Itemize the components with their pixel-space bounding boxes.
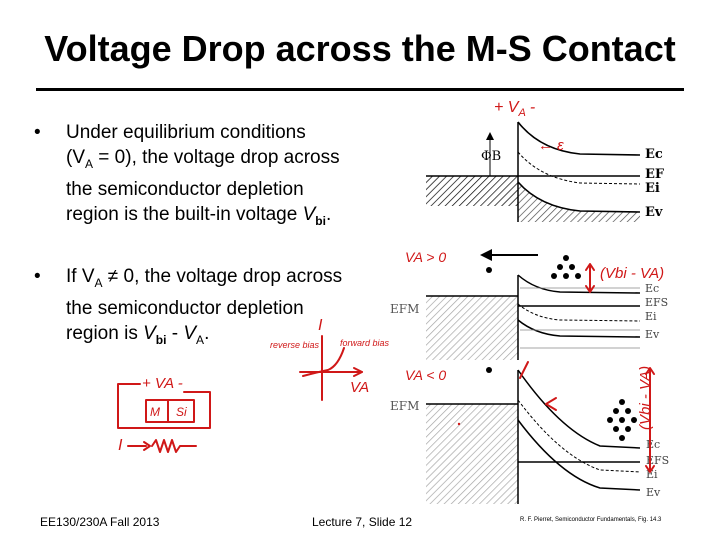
- e-field-label: ← ε: [538, 137, 564, 154]
- top-va-label: + $V_A$ -: [494, 99, 536, 119]
- va-negative-label: VA < 0: [405, 367, 447, 383]
- ei-label: Ei: [645, 181, 660, 196]
- metal-filled-states: [426, 296, 518, 360]
- ev-curve: [518, 420, 640, 490]
- circuit-current-label: I: [118, 437, 123, 454]
- ef-label: EF: [645, 167, 665, 182]
- band-diagram-forward: [390, 249, 668, 360]
- band-diagram-equilibrium: [426, 99, 665, 222]
- circuit-va-label: + VA -: [142, 375, 183, 392]
- iv-current-label: I: [318, 317, 323, 334]
- slide-title: Voltage Drop across the M-S Contact: [44, 28, 676, 69]
- circuit-sketch: [118, 375, 210, 454]
- electrons: [486, 255, 581, 279]
- bullet1-line4: region is the built-in voltage $V_{bi}$.: [66, 203, 332, 228]
- metal-filled-states: [426, 404, 518, 504]
- ei-label: Ei: [646, 468, 658, 481]
- vbi-minus-va-label: (Vbi - VA): [600, 265, 665, 282]
- bullet2-line1: If $V_A \ne 0$, the voltage drop across: [66, 266, 343, 290]
- footer-credit: R. F. Pierret, Semiconductor Fundamentals, Fig. 14.3: [520, 517, 662, 523]
- ev-label: Ev: [645, 328, 660, 341]
- ec-curve: [518, 122, 640, 155]
- vbi-minus-va-label: (Vbi - VA): [637, 365, 654, 430]
- bullet1-line2: $(V_A = 0)$, the voltage drop across: [66, 147, 340, 171]
- resistor-squiggle: [152, 440, 196, 452]
- e-field-arrow: [546, 398, 556, 410]
- bullet2-line2: the semiconductor depletion: [66, 297, 304, 319]
- efm-label: EFM: [390, 399, 420, 413]
- bullet1-line3: the semiconductor depletion: [66, 178, 304, 200]
- ei-label: Ei: [645, 310, 657, 323]
- va-positive-label: VA > 0: [405, 249, 447, 265]
- reverse-bias-label: reverse bias: [270, 340, 320, 350]
- ec-label: Ec: [645, 282, 660, 295]
- bullet-dot: •: [34, 122, 41, 143]
- forward-bias-label: forward bias: [340, 338, 390, 348]
- metal-label: M: [150, 405, 160, 419]
- ec-label: Ec: [645, 147, 663, 162]
- footer-course: EE130/230A Fall 2013: [40, 515, 160, 529]
- bullet-dot: •: [34, 266, 41, 287]
- bullet2-line3: region is $V_{bi} - V_A$.: [66, 322, 210, 347]
- ev-label: Ev: [645, 205, 663, 220]
- efm-label: EFM: [390, 302, 420, 316]
- phi-b-label: ΦB: [481, 149, 502, 164]
- ev-curve: [518, 320, 640, 337]
- vbi-va-arrow: [520, 362, 654, 472]
- metal-filled-states: [426, 176, 518, 206]
- ei-curve: [518, 152, 640, 184]
- vbi-va-arrow: [586, 264, 594, 292]
- ev-label: Ev: [646, 486, 661, 499]
- efs-label: EFS: [646, 454, 670, 467]
- ec-label: Ec: [646, 438, 661, 451]
- footer-slide-number: Lecture 7, Slide 12: [312, 515, 413, 529]
- bullet1-line1: Under equilibrium conditions: [66, 122, 306, 143]
- efs-label: EFS: [645, 296, 669, 309]
- iv-voltage-label: VA: [350, 379, 370, 396]
- iv-sketch: [270, 317, 390, 400]
- silicon-label: Si: [176, 405, 187, 419]
- band-diagram-reverse: [390, 362, 669, 504]
